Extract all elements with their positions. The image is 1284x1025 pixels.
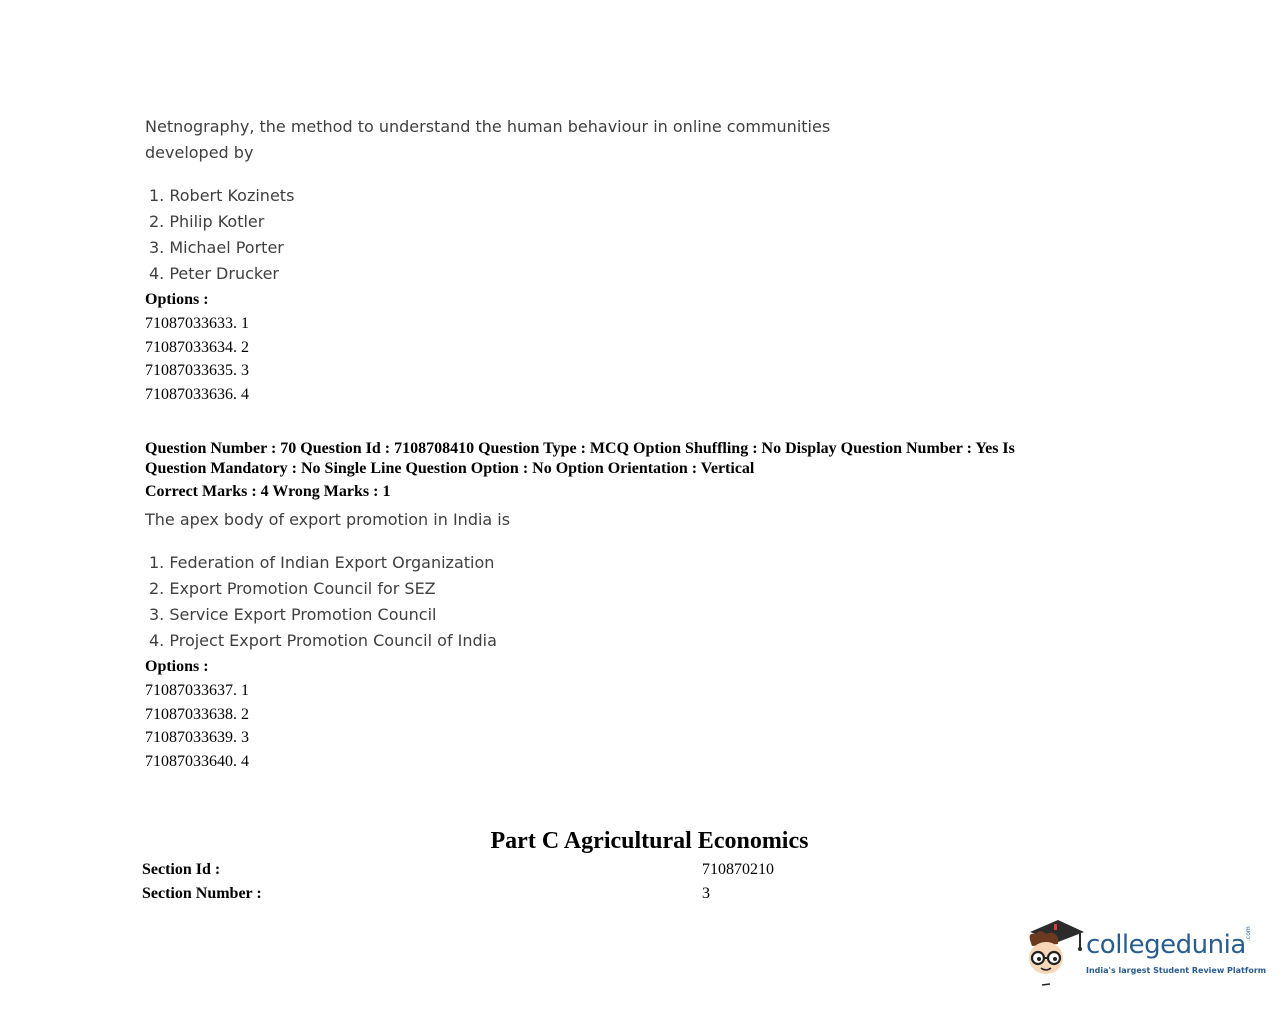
question-70-choice-2: 2. Export Promotion Council for SEZ [149,579,436,598]
question-70-meta-line2: Question Mandatory : No Single Line Question Option : No Option Orientation : Vertical [145,460,755,477]
section-number-label: Section Number : [142,885,262,902]
question-70-option-1: 71087033637. 1 [145,682,249,699]
question-69-choice-3: 3. Michael Porter [149,238,284,257]
logo-suffix: .com [1245,926,1252,941]
question-70-options-label: Options : [145,658,209,675]
section-id-label: Section Id : [142,861,221,878]
section-title: Part C Agricultural Economics [490,828,809,854]
question-70-choice-3: 3. Service Export Promotion Council [149,605,437,624]
logo-wordmark: collegedunia [1086,930,1246,960]
question-69-choice-4: 4. Peter Drucker [149,264,280,283]
question-70-choice-1: 1. Federation of Indian Export Organization [149,553,495,572]
question-69-text-line1: Netnography, the method to understand the human behaviour in online communities [145,117,831,136]
question-70-option-4: 71087033640. 4 [145,753,249,770]
question-70-option-2: 71087033638. 2 [145,706,249,723]
question-69-choice-1: 1. Robert Kozinets [149,186,295,205]
question-69-text-line2: developed by [145,143,254,162]
question-69-option-2: 71087033634. 2 [145,339,249,356]
question-69-option-4: 71087033636. 4 [145,386,249,403]
question-69-option-1: 71087033633. 1 [145,315,249,332]
section-number-value: 3 [702,885,710,902]
section-id-value: 710870210 [702,861,774,878]
question-70-meta-line1: Question Number : 70 Question Id : 7108708410 Question Type : MCQ Option Shuffling : No Display Question Number : Yes Is [145,440,1015,457]
question-69-options-label: Options : [145,291,209,308]
question-70-choice-4: 4. Project Export Promotion Council of India [149,631,497,650]
question-70-text: The apex body of export promotion in India is [145,510,511,529]
logo-tagline: India's largest Student Review Platform [1086,966,1267,975]
question-69-option-3: 71087033635. 3 [145,362,249,379]
question-70-marks: Correct Marks : 4 Wrong Marks : 1 [145,483,391,500]
question-69-choice-2: 2. Philip Kotler [149,212,265,231]
mascot-icon [1024,918,1086,988]
question-70-option-3: 71087033639. 3 [145,729,249,746]
collegedunia-logo [1024,918,1267,988]
